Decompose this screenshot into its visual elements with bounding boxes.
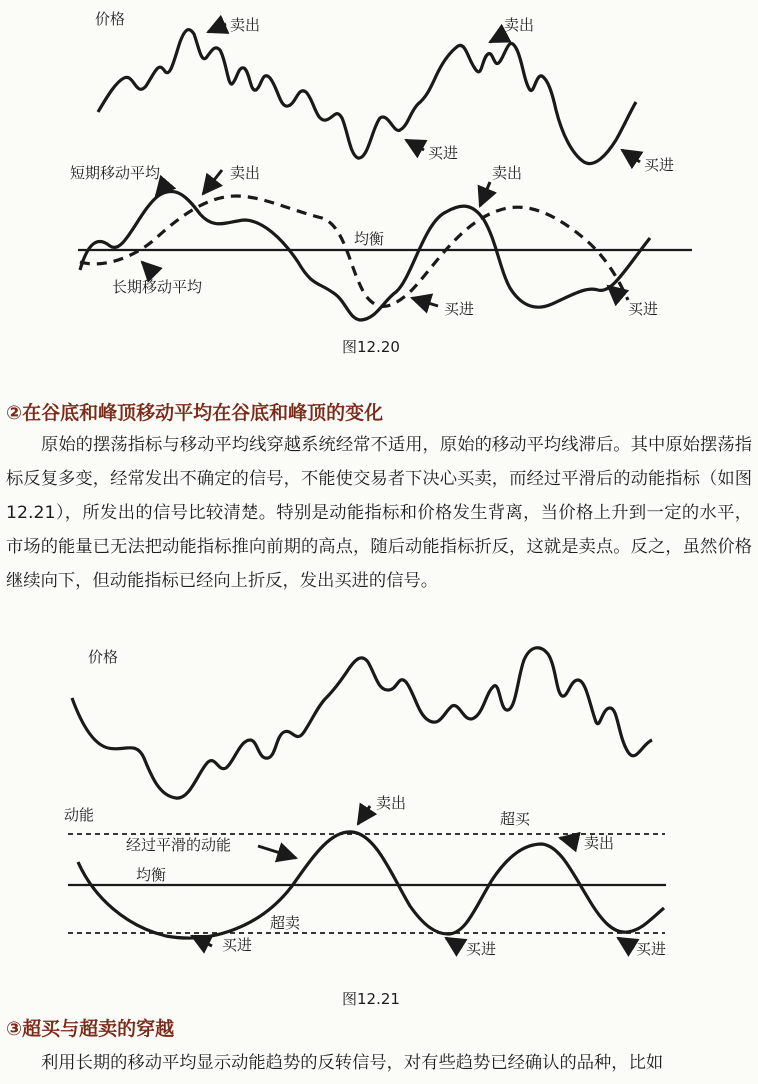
price-line	[98, 30, 636, 164]
ma-sell-label-2: 卖出	[492, 164, 523, 182]
sell-label-2-2: 卖出	[584, 834, 615, 852]
equilibrium-label-2: 均衡	[136, 866, 167, 884]
price-line-2	[72, 648, 652, 798]
sell-label-2-1: 卖出	[376, 794, 407, 812]
sell-arrow-1	[208, 24, 226, 32]
ma-buy-label-2: 买进	[628, 300, 659, 318]
ma-sell-label-1: 卖出	[230, 164, 261, 182]
smoothed-label: 经过平滑的动能	[126, 836, 232, 854]
buy-arrow-2-3	[618, 938, 634, 948]
short-ma-line	[80, 191, 650, 320]
sell-label-2: 卖出	[504, 16, 535, 34]
sell-arrow-2	[490, 34, 505, 42]
price-label: 价格	[95, 10, 126, 28]
overbought-label: 超买	[500, 810, 531, 828]
section-heading-2: ②在谷底和峰顶移动平均在谷底和峰顶的变化	[6, 402, 384, 424]
oversold-label: 超卖	[270, 914, 301, 932]
section-paragraph-3: 利用长期的移动平均显示动能趋势的反转信号，对有些趋势已经确认的品种，比如	[41, 1053, 664, 1073]
ma-sell-arrow-1	[203, 170, 222, 194]
buy-label-2: 买进	[644, 156, 675, 174]
buy-arrow-1	[406, 140, 424, 150]
ma-buy-arrow-1	[412, 298, 438, 306]
section-paragraph-2: 原始的摆荡指标与移动平均线穿越系统经常不适用，原始的移动平均线滞后。其中原始摆荡指标反复多变，经常发出不确定的信号，不能使交易者下决心买卖，而经过平滑后的动能指标（如图 12.21），所发出的信号比较清楚。特别是动能指标和价格发生背离，当价格上升到一定的水平，市场的能量已无法把动能指标推向前期的高点，随后动能指标折反，这就是卖点。反之，虽然价格继续向下，但动能指标已经向上折反，发出买进的信号。	[6, 435, 752, 591]
equilibrium-label: 均衡	[354, 230, 385, 248]
buy-label-2-3: 买进	[636, 940, 667, 958]
ma-sell-arrow-2	[480, 182, 490, 206]
buy-label-2-1: 买进	[222, 936, 253, 954]
momentum-label: 动能	[64, 806, 95, 824]
ma-buy-label-1: 买进	[444, 300, 475, 318]
figure-caption-12-21: 图12.21	[342, 990, 400, 1008]
buy-arrow-2	[622, 150, 640, 162]
sell-arrow-2-1	[358, 806, 370, 824]
section-heading-3: ③超买与超卖的穿越	[6, 1018, 175, 1040]
buy-arrow-2-2	[446, 938, 462, 948]
buy-label-2-2: 买进	[466, 940, 497, 958]
smoothed-arrow	[258, 846, 296, 858]
sell-label-1: 卖出	[230, 16, 261, 34]
figure-12-21	[0, 636, 758, 1016]
figure-caption-12-20: 图12.20	[342, 338, 400, 356]
figure-12-20	[0, 0, 758, 365]
buy-label-1: 买进	[428, 144, 459, 162]
price-label-2: 价格	[88, 648, 119, 666]
long-ma-label: 长期移动平均	[112, 278, 203, 296]
long-ma-arrow	[142, 262, 152, 272]
ma-buy-arrow-2	[608, 286, 622, 298]
short-ma-label: 短期移动平均	[70, 164, 161, 182]
sell-arrow-2-2	[560, 838, 578, 842]
